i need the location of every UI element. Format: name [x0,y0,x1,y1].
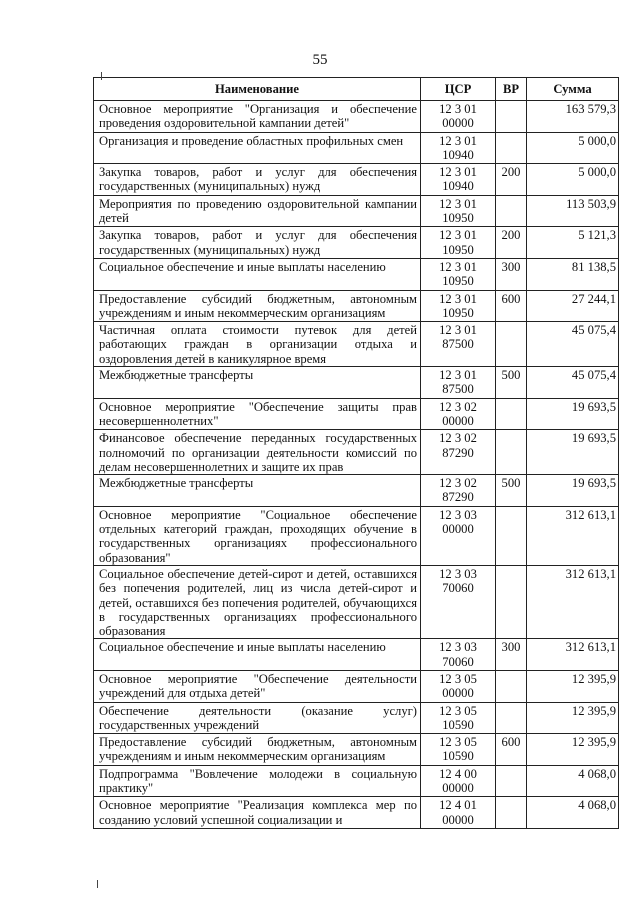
row-vr [496,101,527,133]
row-csr: 12 3 01 10940 [421,132,496,164]
row-csr: 12 3 01 10950 [421,258,496,290]
row-csr: 12 3 03 70060 [421,639,496,671]
table-row [94,132,619,164]
row-csr: 12 3 05 10590 [421,734,496,766]
row-sum: 81 138,5 [527,258,619,290]
row-name: Межбюджетные трансферты [94,367,421,399]
table-row [94,164,619,196]
row-name: Основное мероприятие "Реализация комплекса мер по созданию условий успешной социализации и [94,797,421,829]
table-row [94,565,619,638]
table-row [94,101,619,133]
table-row [94,195,619,227]
table-row [94,227,619,259]
scan-mark [97,880,98,888]
table-row [94,258,619,290]
row-vr [496,322,527,367]
row-vr: 500 [496,475,527,507]
row-sum: 19 693,5 [527,398,619,430]
row-name: Предоставление субсидий бюджетным, автономным учреждениям и иным некоммерческим организациям [94,734,421,766]
row-vr: 500 [496,367,527,399]
row-sum: 312 613,1 [527,565,619,638]
row-name: Обеспечение деятельности (оказание услуг) государственных учреждений [94,702,421,734]
budget-table [93,77,619,829]
row-name: Основное мероприятие "Организация и обеспечение проведения оздоровительной кампании детей" [94,101,421,133]
row-sum: 4 068,0 [527,797,619,829]
row-name: Организация и проведение областных профильных смен [94,132,421,164]
table-row [94,367,619,399]
row-vr: 300 [496,258,527,290]
row-csr: 12 4 01 00000 [421,797,496,829]
row-vr [496,430,527,475]
row-name: Мероприятия по проведению оздоровительной кампании детей [94,195,421,227]
row-sum: 5 000,0 [527,164,619,196]
row-csr: 12 3 01 87500 [421,322,496,367]
row-sum: 45 075,4 [527,322,619,367]
header-name: Наименование [94,78,421,101]
table-row [94,639,619,671]
page-number: 55 [312,52,328,68]
row-name: Подпрограмма "Вовлечение молодежи в социальную практику" [94,765,421,797]
row-name: Закупка товаров, работ и услуг для обеспечения государственных (муниципальных) нужд [94,164,421,196]
table-row [94,506,619,565]
row-name: Финансовое обеспечение переданных государственных полномочий по организации деятельности комиссий по делам несовершеннолетних и защите их прав [94,430,421,475]
row-sum: 4 068,0 [527,765,619,797]
row-sum: 19 693,5 [527,475,619,507]
row-csr: 12 4 00 00000 [421,765,496,797]
row-name: Основное мероприятие "Обеспечение защиты прав несовершеннолетних" [94,398,421,430]
row-vr [496,398,527,430]
header-csr: ЦСР [421,78,496,101]
row-csr: 12 3 02 87290 [421,475,496,507]
table-row [94,702,619,734]
row-csr: 12 3 01 10950 [421,227,496,259]
row-csr: 12 3 02 00000 [421,398,496,430]
row-vr [496,670,527,702]
header-vr: ВР [496,78,527,101]
table-row [94,670,619,702]
row-csr: 12 3 01 10940 [421,164,496,196]
row-csr: 12 3 01 87500 [421,367,496,399]
row-csr: 12 3 05 10590 [421,702,496,734]
row-csr: 12 3 02 87290 [421,430,496,475]
row-sum: 312 613,1 [527,506,619,565]
row-name: Социальное обеспечение и иные выплаты населению [94,258,421,290]
row-sum: 113 503,9 [527,195,619,227]
row-name: Предоставление субсидий бюджетным, автономным учреждениям и иным некоммерческим организациям [94,290,421,322]
table-row [94,797,619,829]
row-vr: 300 [496,639,527,671]
row-name: Основное мероприятие "Социальное обеспечение отдельных категорий граждан, проходящих обучение в государственных организациях профессионального образования" [94,506,421,565]
row-vr: 600 [496,290,527,322]
scan-mark [101,72,102,80]
table-row [94,765,619,797]
row-sum: 45 075,4 [527,367,619,399]
table-row [94,734,619,766]
row-vr [496,132,527,164]
row-csr: 12 3 01 00000 [421,101,496,133]
table-row [94,398,619,430]
row-vr [496,702,527,734]
row-vr: 200 [496,164,527,196]
row-sum: 27 244,1 [527,290,619,322]
row-name: Основное мероприятие "Обеспечение деятельности учреждений для отдыха детей" [94,670,421,702]
table-row [94,475,619,507]
row-sum: 312 613,1 [527,639,619,671]
row-csr: 12 3 03 70060 [421,565,496,638]
table-header-row [94,78,619,101]
row-vr [496,797,527,829]
row-name: Социальное обеспечение детей-сирот и детей, оставшихся без попечения родителей, лиц из числа детей-сирот и детей, оставшихся без попечения родителей, обучающихся в государственных организациях профессионального образования [94,565,421,638]
row-vr [496,565,527,638]
row-vr: 600 [496,734,527,766]
row-vr [496,765,527,797]
row-sum: 12 395,9 [527,702,619,734]
row-sum: 19 693,5 [527,430,619,475]
row-sum: 12 395,9 [527,734,619,766]
table-row [94,430,619,475]
row-csr: 12 3 03 00000 [421,506,496,565]
header-sum: Сумма [527,78,619,101]
row-csr: 12 3 01 10950 [421,290,496,322]
row-sum: 163 579,3 [527,101,619,133]
row-sum: 12 395,9 [527,670,619,702]
row-sum: 5 000,0 [527,132,619,164]
row-vr [496,195,527,227]
row-csr: 12 3 05 00000 [421,670,496,702]
row-vr [496,506,527,565]
table-row [94,322,619,367]
row-name: Закупка товаров, работ и услуг для обеспечения государственных (муниципальных) нужд [94,227,421,259]
table-row [94,290,619,322]
row-name: Социальное обеспечение и иные выплаты населению [94,639,421,671]
row-csr: 12 3 01 10950 [421,195,496,227]
row-vr: 200 [496,227,527,259]
row-name: Межбюджетные трансферты [94,475,421,507]
row-name: Частичная оплата стоимости путевок для детей работающих граждан в организации отдыха и оздоровления детей в каникулярное время [94,322,421,367]
row-sum: 5 121,3 [527,227,619,259]
